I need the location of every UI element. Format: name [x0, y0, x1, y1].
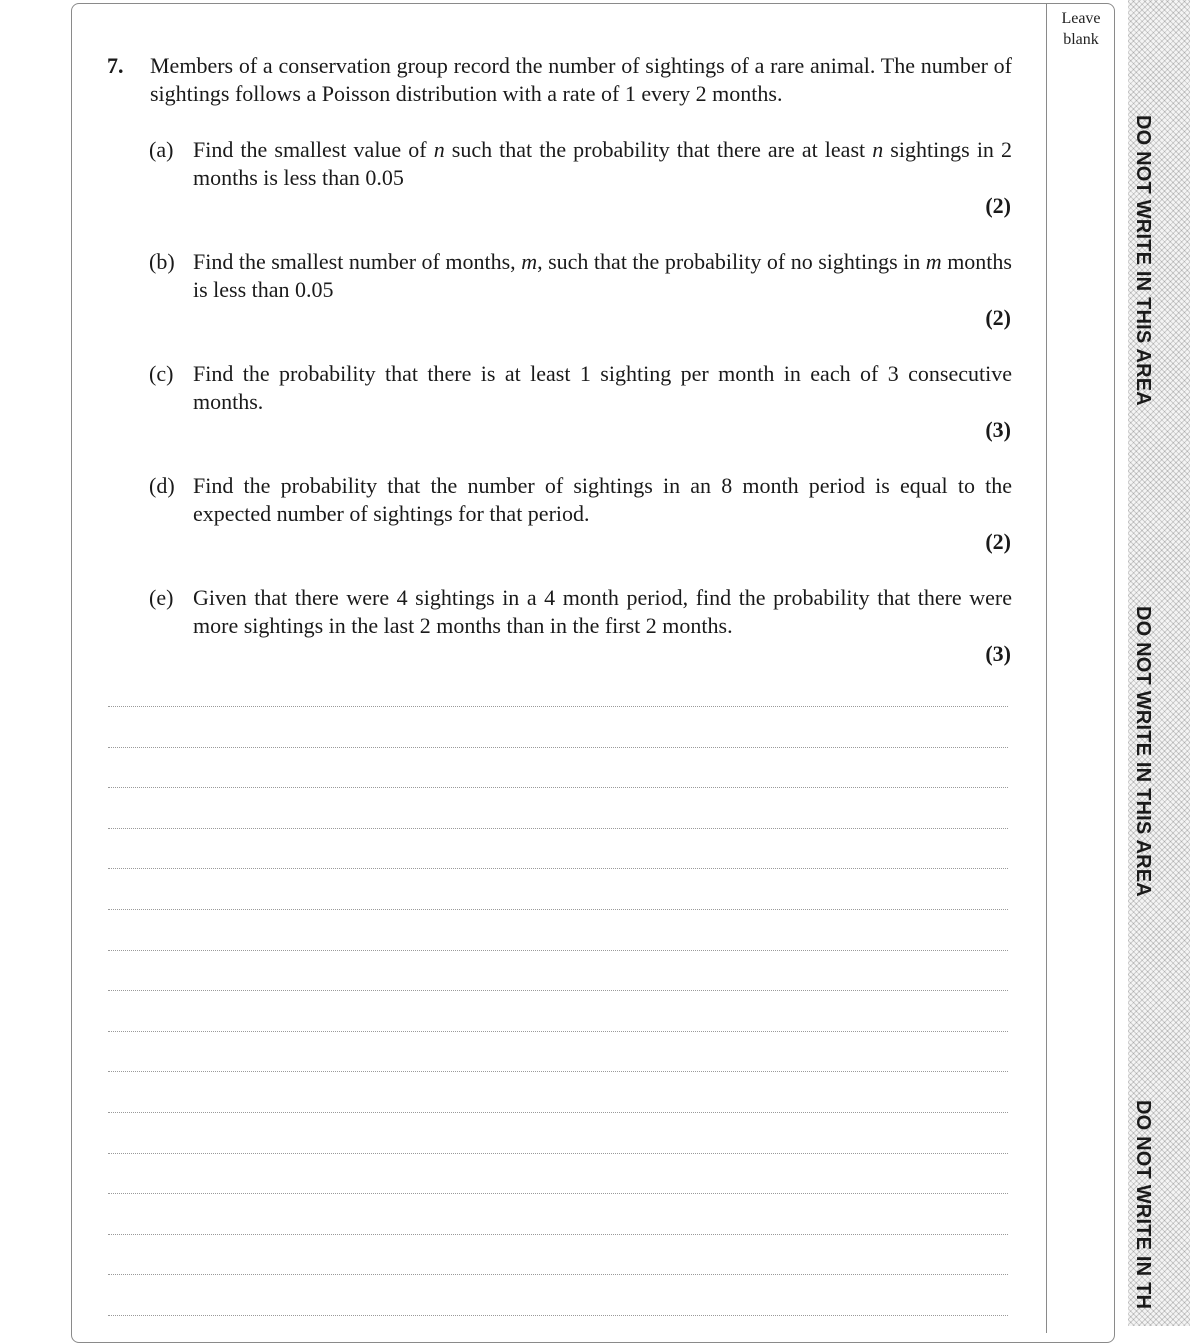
leave-blank-line-1: Leave	[1061, 10, 1101, 27]
answer-line[interactable]	[108, 747, 1008, 748]
part-d-label: (d)	[149, 473, 175, 498]
part-c-text: Find the probability that there is at least 1 sighting per month in each of 3 consecutive months.	[193, 361, 1012, 414]
question-stem: Members of a conservation group record the number of sightings of a rare animal. The number of sightings follows a Poisson distribution with a rate of 1 every 2 months.	[150, 53, 1012, 106]
question-number: 7.	[107, 53, 124, 78]
part-c-marks: (3)	[985, 417, 1011, 442]
part-b-text: Find the smallest number of months, m, such that the probability of no sightings in m months is less than 0.05	[193, 249, 1012, 302]
page-frame	[71, 3, 1115, 1343]
part-a-marks: (2)	[985, 193, 1011, 218]
part-e-marks: (3)	[985, 641, 1011, 666]
part-c-label: (c)	[149, 361, 174, 386]
answer-line[interactable]	[108, 828, 1008, 829]
leave-blank-label	[1048, 8, 1114, 50]
part-e-text: Given that there were 4 sightings in a 4 month period, find the probability that there were more sightings in the last 2 months than in the first 2 months.	[193, 585, 1012, 638]
answer-line[interactable]	[108, 1234, 1008, 1235]
leave-blank-line-2: blank	[1063, 31, 1099, 48]
part-d-text: Find the probability that the number of sightings in an 8 month period is equal to the expected number of sightings for that period.	[193, 473, 1012, 526]
answer-line[interactable]	[108, 909, 1008, 910]
answer-line[interactable]	[108, 990, 1008, 991]
do-not-write-warning-2: DO NOT WRITE IN THIS AREA	[1132, 606, 1154, 897]
part-b-label: (b)	[149, 249, 175, 274]
answer-line[interactable]	[108, 1112, 1008, 1113]
answer-line[interactable]	[108, 1315, 1008, 1316]
answer-line[interactable]	[108, 706, 1008, 707]
answer-line[interactable]	[108, 950, 1008, 951]
do-not-write-warning-3: DO NOT WRITE IN TH	[1132, 1100, 1154, 1310]
answer-line[interactable]	[108, 1274, 1008, 1275]
answer-line[interactable]	[108, 868, 1008, 869]
do-not-write-warning-1: DO NOT WRITE IN THIS AREA	[1132, 115, 1154, 406]
answer-line[interactable]	[108, 787, 1008, 788]
answer-line[interactable]	[108, 1031, 1008, 1032]
answer-line[interactable]	[108, 1071, 1008, 1072]
leave-blank-divider	[1046, 3, 1047, 1333]
part-d-marks: (2)	[985, 529, 1011, 554]
part-e-label: (e)	[149, 585, 174, 610]
answer-line[interactable]	[108, 1153, 1008, 1154]
part-a-text: Find the smallest value of n such that the probability that there are at least n sightings in 2 months is less than 0.05	[193, 137, 1013, 190]
answer-line[interactable]	[108, 1193, 1008, 1194]
part-b-marks: (2)	[985, 305, 1011, 330]
part-a-label: (a)	[149, 137, 174, 162]
